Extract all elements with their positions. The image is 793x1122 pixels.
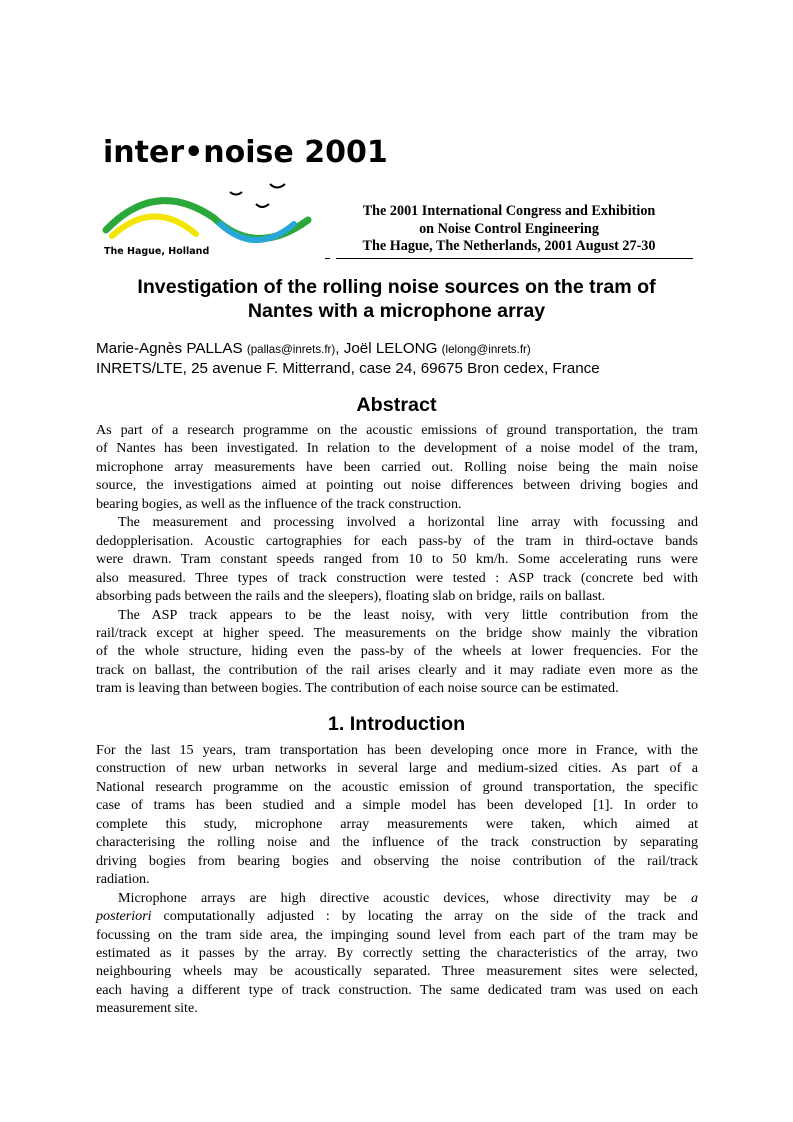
author-line: Marie-Agnès PALLAS (pallas@inrets.fr), Joël LELONG (lelong@inrets.fr) xyxy=(96,340,531,357)
introduction-paragraph xyxy=(96,741,698,1018)
text-line: tram is leaving than between bogies. The contribution of each noise source can be estimated. xyxy=(96,680,619,697)
text-line: radiation. xyxy=(96,871,150,888)
text-line: focussing on the tram side area, the impinging sound level from each part of the tram may be xyxy=(96,926,698,943)
text-line xyxy=(96,907,698,925)
author-email: (pallas@inrets.fr) xyxy=(246,343,336,356)
conference-line: on Noise Control Engineering xyxy=(419,220,599,237)
text-line: neighbouring wheels may be acoustically separated. Three measurement sites were selected, xyxy=(96,963,698,980)
text-line: were drawn. Tram constant speeds ranged from 10 to 50 km/h. Some accelerating runs were xyxy=(96,551,698,568)
text-line: estimated as it passes by the array. By correctly setting the characteristics of the array, two xyxy=(96,944,698,961)
text-line: each having a different type of track construction. The same dedicated tram was used on each xyxy=(96,981,698,998)
abstract-heading: Abstract xyxy=(356,394,437,416)
conference-line: The Hague, The Netherlands, 2001 August 27-30 xyxy=(362,238,656,254)
text-line: The ASP track appears to be the least noisy, with very little contribution from the xyxy=(118,606,698,623)
paper-title xyxy=(92,275,701,323)
conference-line: The 2001 International Congress and Exhibition xyxy=(362,203,656,219)
author-name: Joël LELONG xyxy=(343,340,438,357)
text-fragment: computationally adjusted : by locating the array on the side of the track and xyxy=(151,908,698,925)
text-line: dedopplerisation. Acoustic cartographies for each pass-by of the tram in third-octave bands xyxy=(96,532,698,549)
conference-logo-place: The Hague, Holland xyxy=(104,246,210,257)
text-line: construction of new urban networks in several large and medium-sized cities. As part of a xyxy=(96,760,698,777)
header-rule xyxy=(336,258,693,259)
text-line: rail/track except at higher speed. The measurements on the bridge show mainly the vibration xyxy=(96,624,698,641)
text-line: measurement site. xyxy=(96,1000,198,1017)
introduction-heading: 1. Introduction xyxy=(327,713,466,735)
text-line: driving bogies from bearing bogies and observing the noise contribution of the rail/track xyxy=(96,852,698,869)
text-fragment: Microphone arrays are high directive acoustic devices, whose directivity may be xyxy=(118,889,691,906)
text-line: complete this study, microphone array measurements were taken, which aimed at xyxy=(96,815,698,832)
text-line: also measured. Three types of track construction were tested : ASP track (concrete bed with xyxy=(96,569,698,586)
text-line: For the last 15 years, tram transportation has been developing once more in France, with the xyxy=(96,742,698,758)
text-line: The measurement and processing involved a horizontal line array with focussing and xyxy=(118,514,698,531)
text-line: microphone array measurements have been carried out. Rolling noise being the main noise xyxy=(96,458,698,475)
title-line: Nantes with a microphone array xyxy=(247,300,546,322)
text-line: of the whole structure, hiding even the pass-by of the wheels at lower frequencies. For the xyxy=(96,643,698,660)
text-line: bearing bogies, as well as the influence of the track construction. xyxy=(96,495,462,512)
text-line: case of trams has been studied and a simple model has been developed [1]. In order to xyxy=(96,797,698,814)
authors-block xyxy=(96,340,600,378)
italic-fragment: posteriori xyxy=(96,908,152,925)
italic-fragment: a xyxy=(690,889,698,906)
text-line: of Nantes has been investigated. In relation to the development of a noise model of the tram, xyxy=(96,440,698,457)
author-email: (lelong@inrets.fr) xyxy=(441,343,531,356)
text-line: characterising the rolling noise and the influence of the track construction by separating xyxy=(96,834,698,851)
conference-info xyxy=(336,203,682,256)
author-name: Marie-Agnès PALLAS xyxy=(96,340,243,357)
text-line: As part of a research programme on the acoustic emissions of ground transportation, the tram xyxy=(96,422,698,438)
text-line: National research programme on the acoustic emission of ground transportation, the specific xyxy=(96,778,698,795)
header-rule-mark xyxy=(325,258,330,259)
text-line xyxy=(96,889,698,907)
text-line: absorbing pads between the rails and the sleepers), floating slab on bridge, rails on ballast. xyxy=(96,588,606,605)
conference-logo-text: inter•noise 2001 xyxy=(103,135,388,170)
abstract-paragraph xyxy=(96,421,698,698)
title-line: Investigation of the rolling noise sources on the tram of xyxy=(137,276,656,298)
text-line: source, the investigations aimed at pointing out noise differences between driving bogies and xyxy=(96,477,698,494)
affiliation: INRETS/LTE, 25 avenue F. Mitterrand, case 24, 69675 Bron cedex, France xyxy=(96,359,600,377)
text-line: track on ballast, the contribution of the rail arises clearly and it may radiate even more as the xyxy=(96,661,698,678)
